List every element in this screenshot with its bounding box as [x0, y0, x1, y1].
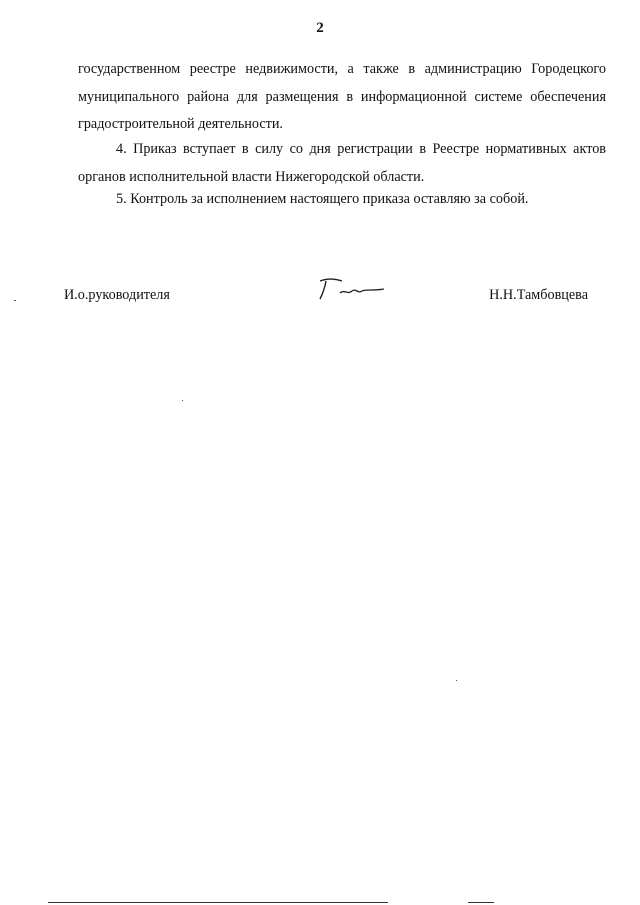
signatory-name: Н.Н.Тамбовцева: [489, 287, 588, 303]
scan-edge-line: [48, 902, 388, 903]
paragraph-continuation: государственном реестре недвижимости, а также в администрацию Городецкого муниципального района для размещения в информационной системе обеспечения градостроительной деятельности.: [78, 61, 606, 132]
scan-speck: [14, 300, 16, 301]
page-number: 2: [316, 20, 324, 36]
paragraph-item-4: 4. Приказ вступает в силу со дня регистрации в Реестре нормативных актов органов исполнительной власти Нижегородской области.: [78, 141, 606, 185]
scan-speck: [456, 680, 457, 681]
signatory-title: И.о.руководителя: [64, 287, 170, 303]
paragraph-item-5: 5. Контроль за исполнением настоящего приказа оставляю за собой.: [116, 191, 529, 207]
scan-edge-line: [468, 902, 494, 903]
signature-block: [64, 287, 588, 311]
handwritten-signature: [314, 275, 394, 305]
scan-speck: [182, 400, 183, 401]
